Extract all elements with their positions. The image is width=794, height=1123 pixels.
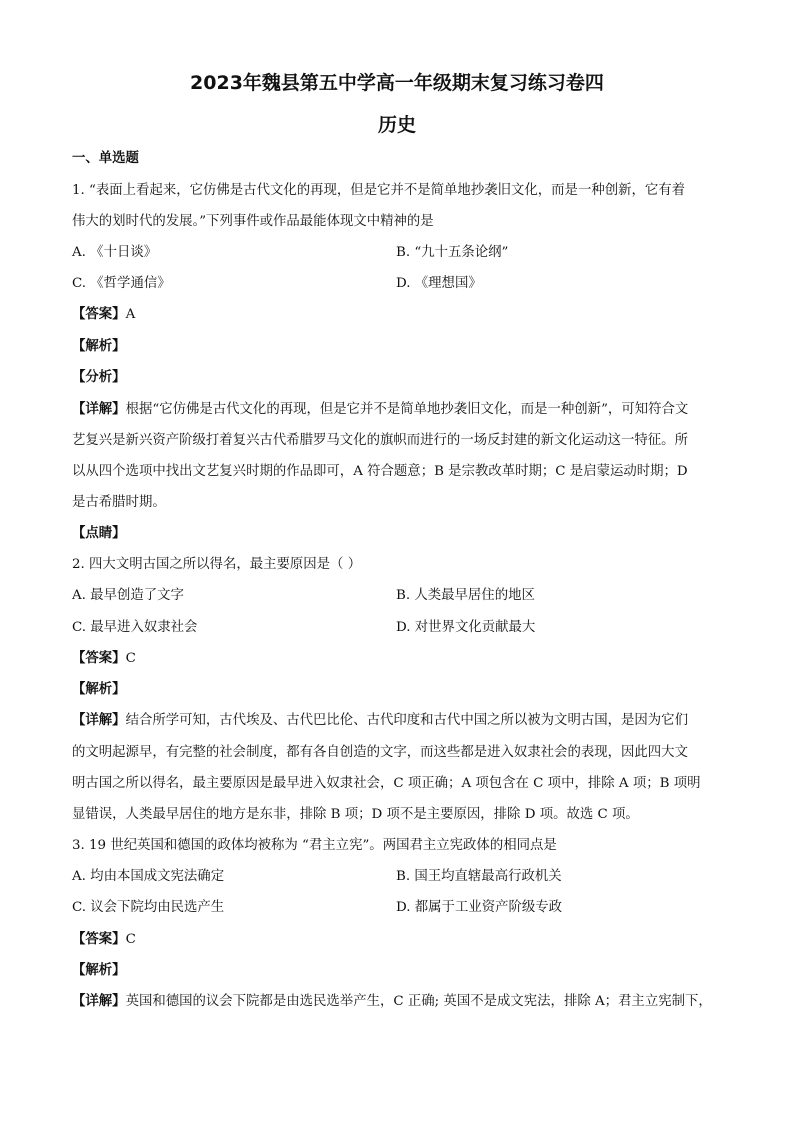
q1-analysis-tag: 【解析】	[72, 339, 126, 354]
q3-stem: 3. 19 世纪英国和德国的政体均被称为 “君主立宪”。两国君主立宪政体的相同点是	[72, 838, 557, 853]
q2-option-c: C. 最早进入奴隶社会	[72, 620, 198, 635]
q1-option-c: C. 《哲学通信》	[72, 276, 171, 291]
detail-tag: 【详解】	[72, 994, 126, 1009]
q1-detail-line2: 艺复兴是新兴资产阶级打着复兴古代希腊罗马文化的旗帜而进行的一场反封建的新文化运动这一特征。所	[72, 433, 688, 448]
q3-option-a: A. 均由本国成文宪法确定	[72, 869, 225, 884]
detail-text: 结合所学可知，古代埃及、古代巴比伦、古代印度和古代中国之所以被为文明古国，是因为它们	[125, 713, 688, 728]
q1-comment-tag: 【点睛】	[72, 526, 126, 541]
detail-text: 根据“它仿佛是古代文化的再现，但是它并不是简单地抄袭旧文化，而是一种创新”，可知符合文	[125, 402, 689, 417]
q1-detail-line4: 是古希腊时期。	[72, 495, 166, 510]
answer-tag: 【答案】	[72, 307, 126, 322]
q2-option-a: A. 最早创造了文字	[72, 588, 184, 603]
q2-detail-line1	[72, 710, 732, 732]
detail-tag: 【详解】	[72, 713, 126, 728]
q1-fenxi-tag: 【分析】	[72, 370, 126, 385]
q2-answer	[72, 648, 732, 670]
q3-option-d: D. 都属于工业资产阶级专政	[396, 900, 563, 915]
q3-option-b: B. 国王均直辖最高行政机关	[396, 869, 562, 884]
q3-option-c: C. 议会下院均由民选产生	[72, 900, 225, 915]
q1-option-a: A. 《十日谈》	[72, 245, 158, 260]
q1-option-b: B. “九十五条论纲”	[396, 245, 509, 260]
detail-text: 英国和德国的议会下院都是由选民选举产生，C 正确; 英国不是成文宪法，排除 A；君主立宪制下，	[125, 994, 712, 1009]
q2-option-b: B. 人类最早居住的地区	[396, 588, 535, 603]
q3-detail-line1	[72, 991, 732, 1013]
q3-analysis-tag: 【解析】	[72, 963, 126, 978]
answer-value: C	[125, 932, 136, 947]
q1-detail-line1	[72, 399, 732, 421]
q2-detail-line3: 明古国之所以得名，最主要原因是最早进入奴隶社会，C 项正确；A 项包含在 C 项中，排除 A 项；B 项明	[72, 776, 701, 791]
q1-stem-line1: 1. “表面上看起来，它仿佛是古代文化的再现，但是它并不是简单地抄袭旧文化，而是一种创新，它有着	[72, 183, 686, 198]
q1-detail-line3: 以从四个选项中找出文艺复兴时期的作品即可，A 符合题意；B 是宗教改革时期；C 是启蒙运动时期；D	[72, 464, 688, 479]
section-heading: 一、单选题	[72, 151, 139, 166]
answer-tag: 【答案】	[72, 932, 126, 947]
q2-analysis-tag: 【解析】	[72, 682, 126, 697]
q3-answer	[72, 929, 732, 951]
answer-value: C	[125, 651, 136, 666]
answer-tag: 【答案】	[72, 651, 126, 666]
q2-stem: 2. 四大文明古国之所以得名，最主要原因是（ ）	[72, 557, 362, 572]
detail-tag: 【详解】	[72, 402, 126, 417]
page-title: 2023年魏县第五中学高一年级期末复习练习卷四	[190, 72, 604, 94]
q2-detail-line4: 显错误，人类最早居住的地方是东非，排除 B 项；D 项不是主要原因，排除 D 项。故选 C 项。	[72, 807, 639, 822]
subject-heading: 历史	[377, 114, 416, 136]
answer-value: A	[125, 307, 136, 322]
q1-option-d: D. 《理想国》	[396, 276, 482, 291]
q2-detail-line2: 的文明起源早，有完整的社会制度，都有各自创造的文字，而这些都是进入奴隶社会的表现，因此四大文	[72, 745, 688, 760]
q1-answer	[72, 304, 732, 326]
q2-option-d: D. 对世界文化贡献最大	[396, 620, 536, 635]
q1-stem-line2: 伟大的划时代的发展。”下列事件或作品最能体现文中精神的是	[72, 214, 434, 229]
